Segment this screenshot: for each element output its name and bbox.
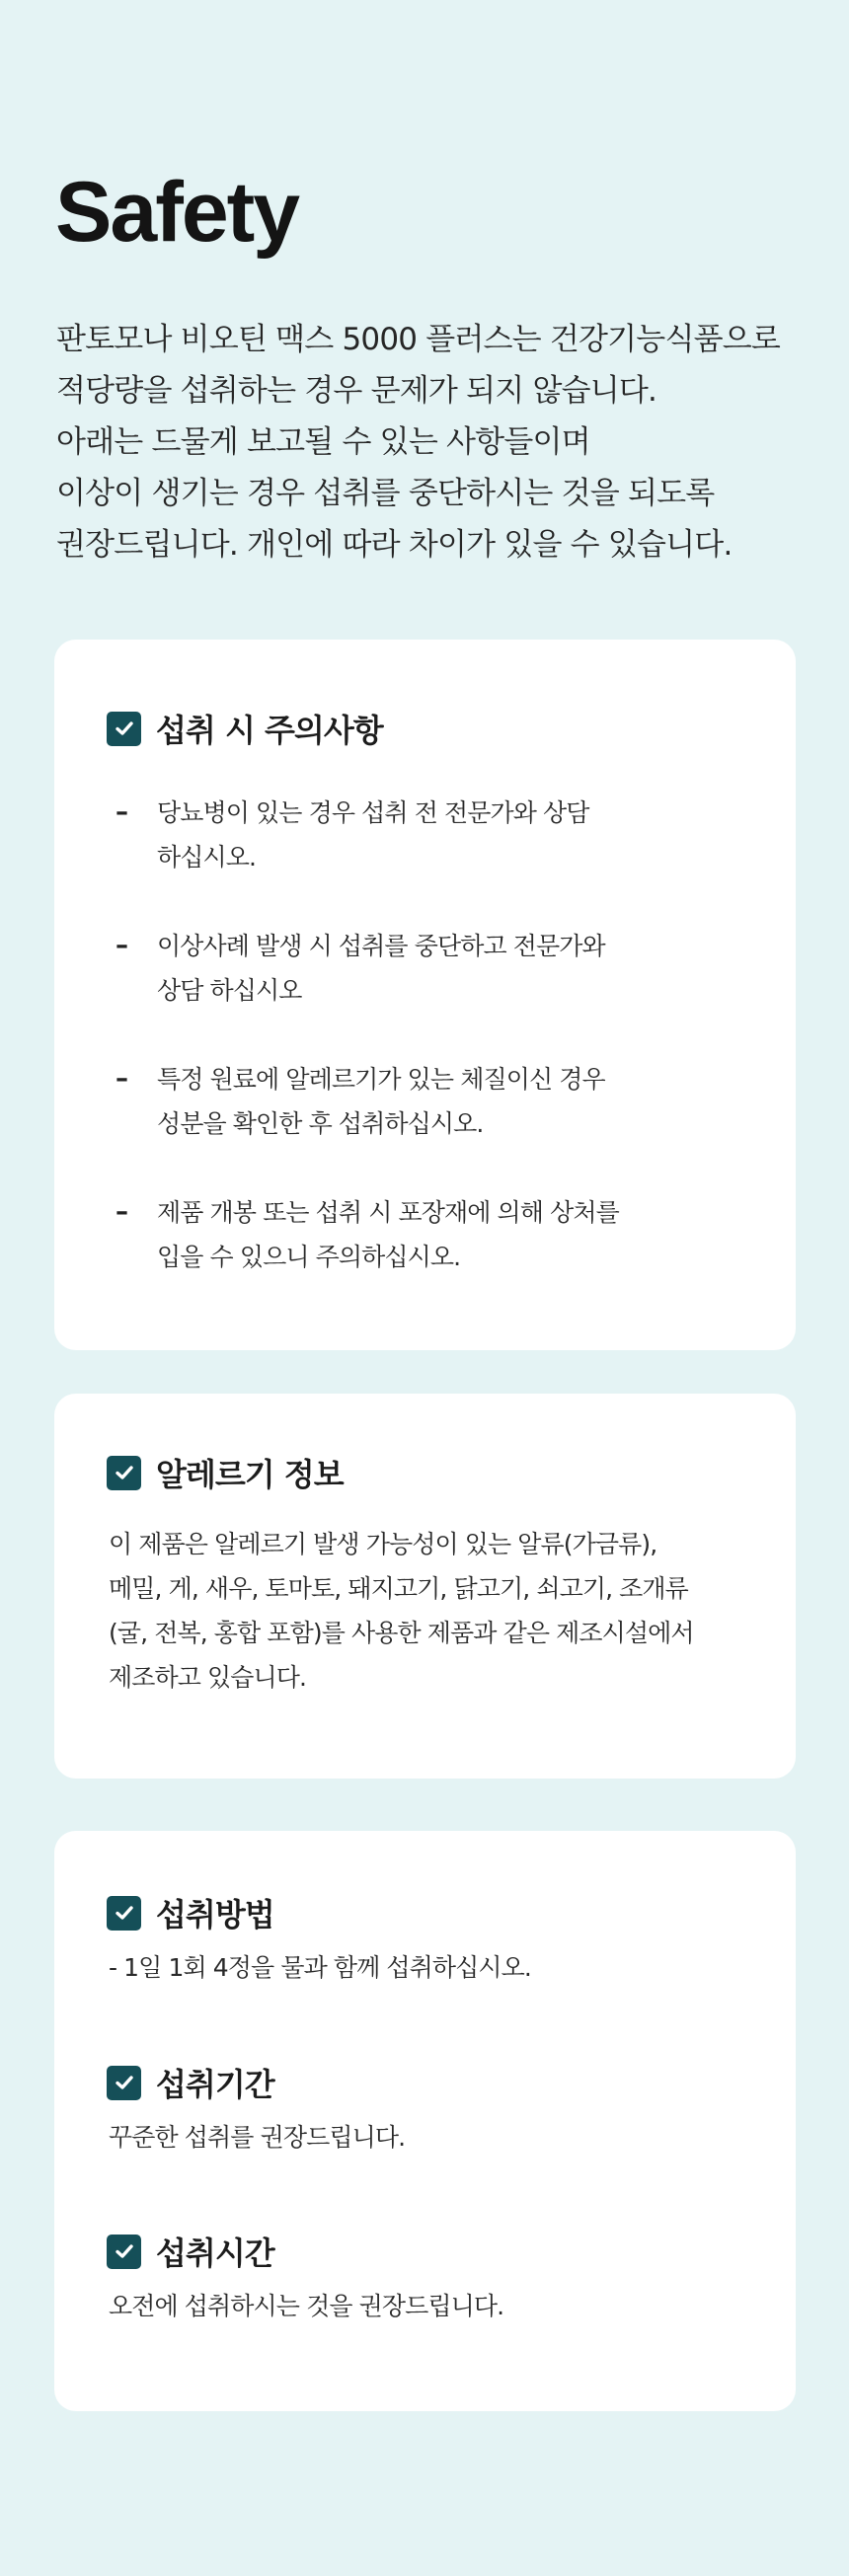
allergy-title: 알레르기 정보 bbox=[156, 1456, 344, 1493]
checkbox-checked-icon bbox=[107, 1896, 141, 1931]
caution-line: 이상사례 발생 시 섭취를 중단하고 전문가와 bbox=[157, 932, 605, 960]
intro-line: 적당량을 섭취하는 경우 문제가 되지 않습니다. bbox=[56, 373, 657, 409]
checkbox-checked-icon bbox=[107, 2235, 141, 2269]
intro-line: 판토모나 비오틴 맥스 5000 플러스는 건강기능식품으로 bbox=[56, 322, 781, 357]
checkbox-checked-icon bbox=[107, 2066, 141, 2100]
intake-period-title: 섭취기간 bbox=[156, 2066, 274, 2103]
intake-time-desc: 오전에 섭취하시는 것을 권장드립니다. bbox=[109, 2292, 504, 2320]
dash-bullet: – bbox=[116, 1064, 128, 1094]
page-title: Safety bbox=[55, 165, 299, 260]
dash-bullet: – bbox=[116, 931, 128, 960]
checkbox-checked-icon bbox=[107, 712, 141, 746]
caution-line: 제품 개봉 또는 섭취 시 포장재에 의해 상처를 bbox=[157, 1198, 619, 1227]
intake-time-title: 섭취시간 bbox=[156, 2235, 274, 2272]
cautions-heading bbox=[107, 709, 383, 748]
caution-line: 성분을 확인한 후 섭취하십시오. bbox=[157, 1109, 484, 1138]
caution-line: 입을 수 있으니 주의하십시오. bbox=[157, 1243, 461, 1271]
intake-period-heading bbox=[107, 2063, 274, 2102]
intake-method-title: 섭취방법 bbox=[156, 1896, 274, 1933]
intro-text bbox=[56, 314, 807, 570]
allergy-heading bbox=[107, 1453, 344, 1492]
intro-line: 권장드립니다. 개인에 따라 차이가 있을 수 있습니다. bbox=[56, 527, 733, 563]
allergy-line: 제조하고 있습니다. bbox=[109, 1663, 307, 1692]
dash-bullet: – bbox=[116, 797, 128, 827]
dash-bullet: – bbox=[116, 1197, 128, 1227]
cautions-card bbox=[54, 640, 796, 1350]
cautions-title: 섭취 시 주의사항 bbox=[156, 712, 383, 749]
caution-line: 특정 원료에 알레르기가 있는 체질이신 경우 bbox=[157, 1065, 605, 1094]
intake-method-heading bbox=[107, 1893, 274, 1932]
intro-line: 이상이 생기는 경우 섭취를 중단하시는 것을 되도록 bbox=[56, 476, 715, 511]
allergy-line: 이 제품은 알레르기 발생 가능성이 있는 알류(가금류), bbox=[109, 1530, 657, 1558]
allergy-line: (굴, 전복, 홍합 포함)를 사용한 제품과 같은 제조시설에서 bbox=[109, 1619, 694, 1647]
allergy-card bbox=[54, 1394, 796, 1779]
caution-line: 당뇨병이 있는 경우 섭취 전 전문가와 상담 bbox=[157, 798, 589, 827]
intake-time-heading bbox=[107, 2232, 274, 2271]
intake-card bbox=[54, 1831, 796, 2411]
intake-period-desc: 꾸준한 섭취를 권장드립니다. bbox=[109, 2123, 406, 2152]
intro-line: 아래는 드물게 보고될 수 있는 사항들이며 bbox=[56, 424, 590, 460]
caution-line: 하십시오. bbox=[157, 843, 257, 871]
caution-line: 상담 하십시오 bbox=[157, 976, 302, 1005]
intake-method-desc: - 1일 1회 4정을 물과 함께 섭취하십시오. bbox=[109, 1953, 531, 1982]
checkbox-checked-icon bbox=[107, 1456, 141, 1490]
allergy-line: 메밀, 게, 새우, 토마토, 돼지고기, 닭고기, 쇠고기, 조개류 bbox=[109, 1574, 688, 1603]
allergy-text bbox=[109, 1522, 780, 1700]
